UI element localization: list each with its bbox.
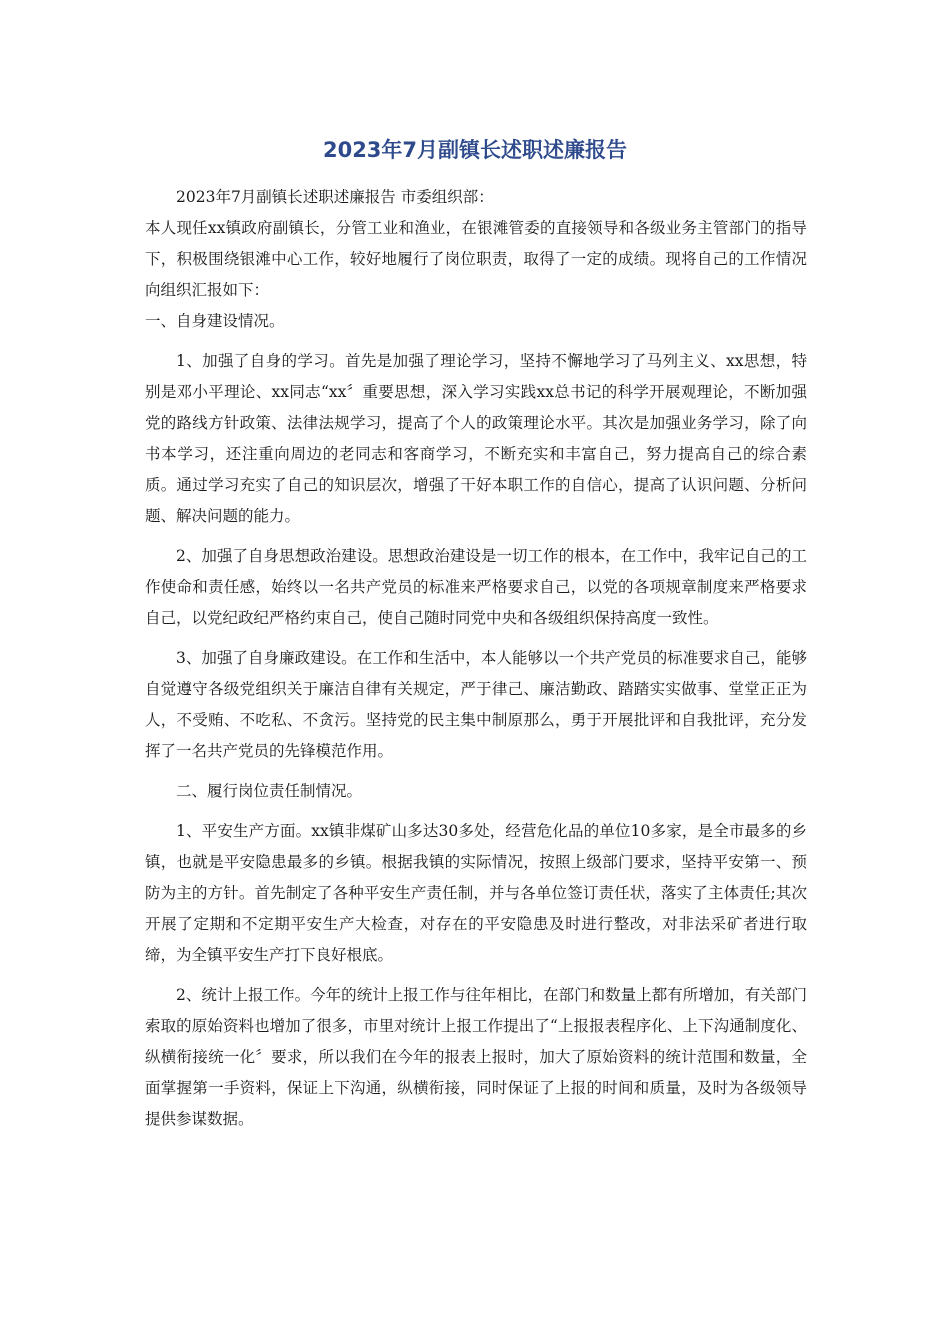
section-heading-responsibility: 二、履行岗位责任制情况。 (176, 782, 363, 800)
paragraph-political-building: 2、加强了自身思想政治建设。思想政治建设是一切工作的根本，在工作中，我牢记自己的工作使命和责任感，始终以一名共产党员的标准来严格要求自己，以党的各项规章制度来严格要求自己，以党纪政纪严格约束自己，使自己随时同党中央和各级组织保持高度一致性。 (145, 547, 807, 627)
salutation-paragraph: 2023年7月副镇长述职述廉报告 市委组织部： (176, 188, 494, 206)
paragraph-safety-production: 1、平安生产方面。xx镇非煤矿山多达30多处，经营危化品的单位10多家，是全市最多的乡镇，也就是平安隐患最多的乡镇。根据我镇的实际情况，按照上级部门要求，坚持平安第一、预防为主的方针。首先制定了各种平安生产责任制，并与各单位签订责任状，落实了主体责任;其次开展了定期和不定期平安生产大检查，对存在的平安隐患及时进行整改，对非法采矿者进行取缔，为全镇平安生产打下良好根底。 (145, 822, 807, 964)
document-title: 2023年7月副镇长述职述廉报告 (322, 138, 628, 162)
section-heading-self-building: 一、自身建设情况。 (145, 312, 285, 330)
paragraph-study: 1、加强了自身的学习。首先是加强了理论学习，坚持不懈地学习了马列主义、xx思想，特别是邓小平理论、xx同志“xx〞重要思想，深入学习实践xx总书记的科学开展观理论，不断加强党的路线方针政策、法律法规学习，提高了个人的政策理论水平。其次是加强业务学习，除了向书本学习，还注重向周边的老同志和客商学习，不断充实和丰富自己，努力提高自己的综合素质。通过学习充实了自己的知识层次，增强了干好本职工作的自信心，提高了认识问题、分析问题、解决问题的能力。 (145, 352, 807, 525)
document-body (145, 182, 807, 1135)
paragraph-integrity-building: 3、加强了自身廉政建设。在工作和生活中，本人能够以一个共产党员的标准要求自己，能够自觉遵守各级党组织关于廉洁自律有关规定，严于律己、廉洁勤政、踏踏实实做事、堂堂正正为人，不受贿、不吃私、不贪污。坚持党的民主集中制原那么，勇于开展批评和自我批评，充分发挥了一名共产党员的先锋模范作用。 (145, 649, 807, 760)
paragraph-statistics-reporting: 2、统计上报工作。今年的统计上报工作与往年相比，在部门和数量上都有所增加，有关部门索取的原始资料也增加了很多，市里对统计上报工作提出了“上报报表程序化、上下沟通制度化、纵横衔接统一化〞要求，所以我们在今年的报表上报时，加大了原始资料的统计范围和数量，全面掌握第一手资料，保证上下沟通，纵横衔接，同时保证了上报的时间和质量，及时为各级领导提供参谋数据。 (145, 986, 807, 1128)
intro-paragraph: 本人现任xx镇政府副镇长，分管工业和渔业，在银滩管委的直接领导和各级业务主管部门的指导下，积极围绕银滩中心工作，较好地履行了岗位职责，取得了一定的成绩。现将自己的工作情况向组织汇报如下： (145, 219, 807, 299)
